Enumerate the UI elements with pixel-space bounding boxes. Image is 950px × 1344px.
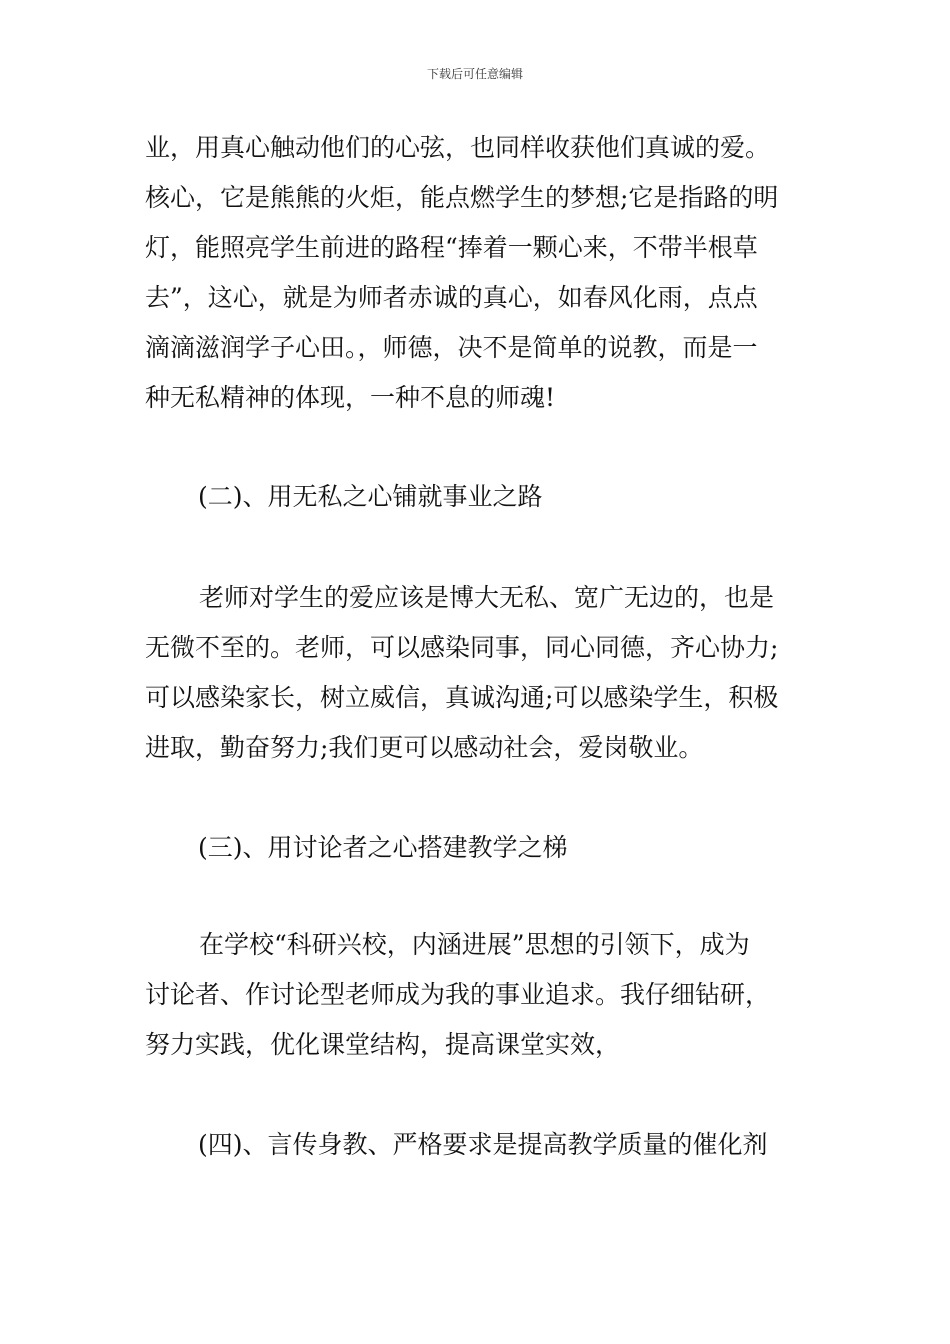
paragraph-line: 种无私精神的体现，一种不息的师魂! — [145, 383, 556, 412]
paragraph-line: 努力实践，优化课堂结构，提高课堂实效， — [145, 1030, 621, 1059]
paragraph-line: 无微不至的。老师，可以感染同事，同心同德，齐心协力; — [145, 633, 779, 662]
page-header: 下载后可任意编辑 — [426, 67, 523, 81]
paragraph-2 — [145, 573, 807, 773]
paragraph-line: 去”，这心，就是为师者赤诚的真心，如春风化雨，点点 — [145, 283, 758, 312]
paragraph-3 — [145, 920, 807, 1070]
paragraph-1 — [145, 123, 807, 423]
paragraph-line: 讨论者、作讨论型老师成为我的事业追求。我仔细钻研， — [145, 980, 771, 1009]
paragraph-line: 核心，它是熊熊的火炬，能点燃学生的梦想;它是指路的明 — [145, 183, 779, 212]
section-heading-4: (四)、言传身教、严格要求是提高教学质量的催化剂 — [198, 1130, 768, 1159]
paragraph-line: 在学校“科研兴校，内涵进展”思想的引领下，成为 — [199, 930, 750, 959]
paragraph-line: 灯，能照亮学生前进的路程“捧着一颗心来，不带半根草 — [145, 233, 758, 262]
paragraph-line: 进取，勤奋努力;我们更可以感动社会，爱岗敬业。 — [145, 733, 704, 762]
paragraph-line: 滴滴滋润学子心田。，师德，决不是简单的说教，而是一 — [145, 333, 758, 362]
paragraph-line: 业，用真心触动他们的心弦，也同样收获他们真诚的爱。 — [145, 133, 771, 162]
paragraph-line: 可以感染家长，树立威信，真诚沟通;可以感染学生，积极 — [145, 683, 779, 712]
section-heading-2: (二)、用无私之心铺就事业之路 — [198, 482, 543, 511]
paragraph-line: 老师对学生的爱应该是博大无私、宽广无边的，也是 — [199, 583, 775, 612]
section-heading-3: (三)、用讨论者之心搭建教学之梯 — [198, 833, 568, 862]
